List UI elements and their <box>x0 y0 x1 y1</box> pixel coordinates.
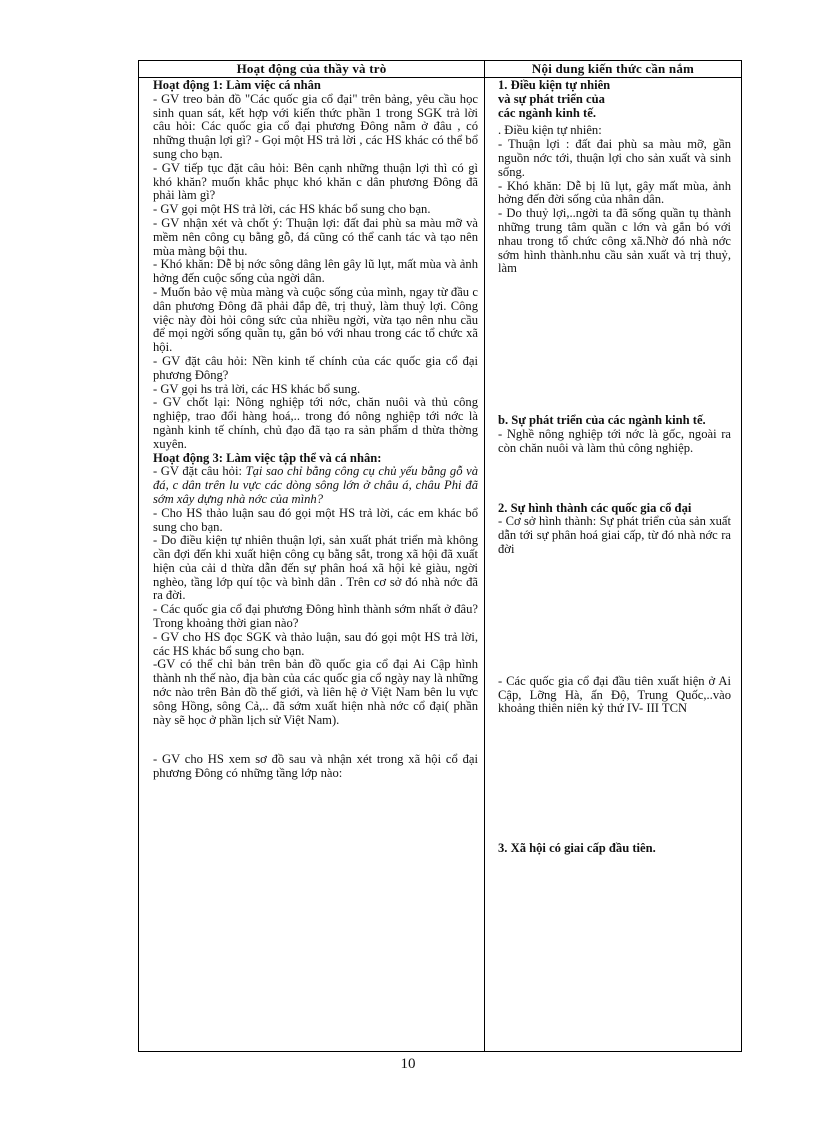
section-1-heading: 1. Điều kiện tự nhiên và sự phát triển của các ngành kinh tế. <box>498 78 611 120</box>
page-number: 10 <box>400 1056 416 1072</box>
section-b-heading: b. Sự phát triển của các ngành kinh tế. <box>498 413 706 428</box>
activity-1-heading: Hoạt động 1: Làm việc cá nhân <box>153 78 321 92</box>
activity-text: - Muốn bảo vệ mùa màng và cuộc sống của mình, ngay từ đầu c dân phương Đông đã phải đắp đê, trị thuỷ, làm thuỷ lợi. Công việc này đòi hỏi công sức của nhiều ngời, vừa tạo nên nhu cầu để mọi ngời sống quần tụ, gắn bó với nhau trong các tổ chức xã hội. <box>153 284 478 355</box>
content-text: - Do thuỷ lợi,..ngời ta đã sống quần tụ thành những trung tâm quần c lớn và gắn bó với nhau trong tổ chức công xã.Nhờ đó nhà nớc sớm hình thành.nhu cầu sản xuất và trị thuỷ, làm <box>498 206 731 276</box>
activity-text: - Khó khăn: Dễ bị nớc sông dâng lên gây lũ lụt, mất mùa và ảnh hởng đến cuộc sống của ngời dân. <box>153 257 478 286</box>
content-text: - Thuận lợi : đất đai phù sa màu mỡ, gần nguồn nớc tới, thuận lợi cho sản xuất và sinh sống. <box>498 137 731 179</box>
content-text: - Nghề nông nghiệp tới nớc là gốc, ngoài ra còn chăn nuôi và làm thủ công nghiệp. <box>498 426 731 455</box>
column-divider <box>484 60 485 1052</box>
activity-text: - GV nhận xét và chốt ý: Thuận lợi: đất đai phù sa màu mỡ và mềm nên công cụ bằng gỗ, đá cũng có thể canh tác và tạo nên mùa màng bội thu. <box>153 215 478 258</box>
section-3-heading: 3. Xã hội có giai cấp đầu tiên. <box>498 841 656 856</box>
teacher-activities-column <box>153 79 478 781</box>
activity-text: - GV chốt lại: Nông nghiệp tới nớc, chăn nuôi và thủ công nghiệp, trao đổi hàng hoá,.. trong đó nông nghiệp tới nớc là ngành kinh tế chính, chủ đạo đã tạo ra sản phẩm d thừa thờng xuyên. <box>153 395 478 451</box>
content-text: - Các quốc gia cổ đại đầu tiên xuất hiện ở Ai Cập, Lỡng Hà, ấn Độ, Trung Quốc,..vào khoảng thiên niên kỷ thứ IV- III TCN <box>498 673 731 716</box>
activity-text: - Do điều kiện tự nhiên thuận lợi, sản xuất phát triển mà không cần đợi đến khi xuất hiện công cụ bằng sắt, trong xã hội đã xuất hiện của cải d thừa dẫn đến sự phân hoá xã hội kẻ giàu, ngời nghèo, tầng lớp quí tộc và bình dân . Trên cơ sở đó nhà nớc đã ra đời. <box>153 533 478 603</box>
question-italic: Tại sao chỉ bằng công cụ chủ yếu bằng gỗ và đá, c dân trên lu vực các dòng sông lớn ở châu á, châu Phi đã sớm xây dựng nhà nớc của mình? <box>153 464 479 506</box>
content-text: - Khó khăn: Dễ bị lũ lụt, gây mất mùa, ảnh hởng đến đời sống của nhân dân. <box>498 178 731 207</box>
header-teacher-activities: Hoạt động của thầy và trò <box>236 61 387 76</box>
activity-text: - GV tiếp tục đặt câu hỏi: Bên cạnh những thuận lợi thì có gì khó khăn? muốn khắc phục khó khăn c dân phương Đông đã phải làm gì? <box>153 160 478 203</box>
activity-question <box>153 465 478 506</box>
activity-text: - Cho HS thảo luận sau đó gọi một HS trả lời, các em khác bổ sung cho bạn. <box>153 505 478 534</box>
activity-text: - GV gọi một HS trả lời, các HS khác bổ sung cho bạn. <box>153 202 431 217</box>
header-key-content: Nội dung kiến thức cần nắm <box>531 61 695 76</box>
section-2-heading: 2. Sự hình thành các quốc gia cổ đại <box>498 500 692 515</box>
activity-text: -GV có thể chỉ bản trên bản đồ quốc gia cổ đại Ai Cập hình thành nh thế nào, địa bàn của các quốc gia cổ ngày nay là những nớc nào trên Bản đồ thế giới, và liên hệ ở Việt Nam bên lu vực sông Hồng, sông Cả,.. đã sớm xuất hiện nhà nớc cổ đại( phần này sẽ học ở phần lịch sử Việt Nam). <box>153 657 478 727</box>
activity-text: - GV cho HS đọc SGK và thảo luận, sau đó gọi một HS trả lời, các HS khác bổ sung cho bạn. <box>153 629 478 658</box>
subsection-a-title: . Điều kiện tự nhiên: <box>498 123 602 138</box>
activity-text: - Các quốc gia cổ đại phương Đông hình thành sớm nhất ở đâu? Trong khoảng thời gian nào? <box>153 602 478 631</box>
key-content-column <box>498 79 731 856</box>
activity-text: - GV gọi hs trả lời, các HS khác bổ sung. <box>153 381 361 396</box>
activity-text: - GV treo bản đồ "Các quốc gia cổ đại" trên bảng, yêu cầu học sinh quan sát, kết hợp với kiến thức phần 1 trong SGK trả lời câu hỏi: Các quốc gia cổ đại phương Đông nằm ở đâu , có những thuận lợi gì? - Gọi một HS trả lời , các HS khác có thể bổ sung cho bạn. <box>153 91 478 161</box>
content-text: - Cơ sở hình thành: Sự phát triển của sản xuất dẫn tới sự phân hoá giai cấp, từ đó nhà nớc ra đời <box>498 514 731 556</box>
activity-3-heading: Hoạt động 3: Làm việc tập thể và cá nhân: <box>153 450 382 465</box>
activity-text: - GV đặt câu hỏi: Nền kinh tế chính của các quốc gia cổ đại phương Đông? <box>153 353 478 382</box>
question-lead: - GV đặt câu hỏi: <box>153 464 246 479</box>
activity-text: - GV cho HS xem sơ đồ sau và nhận xét trong xã hội cổ đại phương Đông có những tầng lớp nào: <box>153 752 478 781</box>
